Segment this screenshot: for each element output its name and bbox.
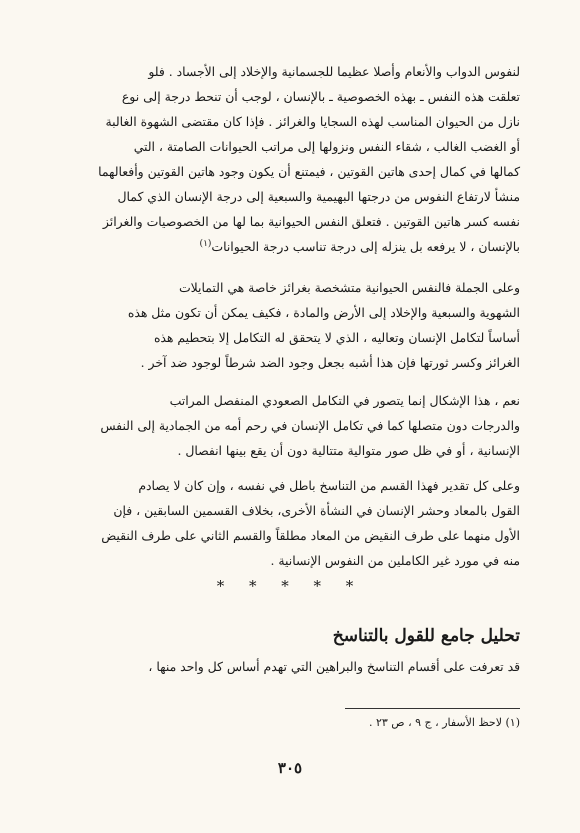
text-line: الإنسانية ، أو في ظل صور متوالية متتالية دون أن يقع بينها انفصال . — [177, 443, 520, 458]
section-paragraph — [55, 654, 520, 679]
text-line: وعلى الجملة فالنفس الحيوانية متشخصة بغرائز خاصة هي التمايلات — [178, 280, 520, 295]
text-line: الغرائز وكسر ثورتها فإن هذا أشبه بجعل وجود الضد شرطاً لوجود ضد آخر . — [140, 355, 520, 370]
footnote-reference: (١) — [199, 238, 212, 249]
text-line: منشأ لارتفاع النفوس من درجتها البهيمية والسبعية إلى درجة الإنسان الذي كمال — [117, 189, 520, 204]
text-line: وعلى كل تقدير فهذا القسم من التناسخ باطل في نفسه ، وإن كان لا يصادم — [138, 478, 520, 493]
paragraph-4 — [55, 473, 520, 573]
footnote: (١) لاحظ الأسفار ، ج ٩ ، ص ٢٣ . — [368, 716, 520, 729]
section-heading: تحليل جامع للقول بالتناسخ — [332, 626, 520, 646]
text-line: القول بالمعاد وحشر الإنسان في النشأة الأخرى، بخلاف القسمين السابقين ، فإن — [113, 503, 520, 518]
text-line: نازل من الحيوان المناسب لهذه السجايا والغرائز . فإذا كان مقتضى الشهوة الغالبة — [105, 114, 520, 129]
text-line: أساساً لتكامل الإنسان وتعاليه ، الذي لا يتحقق له التكامل إلا بتحطيم هذه — [153, 330, 520, 345]
footnote-divider — [345, 708, 520, 709]
text-line-body: بالإنسان ، لا يرفعه بل ينزله إلى درجة تناسب درجة الحيوانات — [211, 239, 520, 254]
text-line: تعلقت هذه النفس ـ بهذه الخصوصية ـ بالإنسان ، لوجب أن تنحط درجة إلى نوع — [121, 89, 520, 104]
text-line: قد تعرفت على أقسام التناسخ والبراهين التي تهدم أساس كل واحد منها ، — [148, 659, 520, 674]
text-line: الأول منهما على طرف النقيض من المعاد مطلقاً والقسم الثاني على طرف النقيض — [101, 528, 520, 543]
text-line: والدرجات دون متصلها كما في تكامل الإنسان في رحم أمه من الجمادية إلى النفس — [100, 418, 520, 433]
paragraph-3 — [55, 388, 520, 463]
page-number: ٣٠٥ — [277, 759, 303, 777]
text-line: منه في مورد غير الكاملين من النفوس الإنسانية . — [270, 553, 520, 568]
paragraph-2 — [55, 275, 520, 375]
text-line: أو الغضب الغالب ، شقاء النفس ونزولها إلى مراتب الحيوانات الصامتة ، التي — [133, 139, 520, 154]
text-line: نفسه كسر هاتين القوتين . فتعلق النفس الحيوانية بما لها من الخصوصيات والغرائز — [102, 214, 520, 229]
text-line: كمالها في كمال إحدى هاتين القوتين ، فيمتنع أن يكون وجود هاتين القوتين وأفعالهما — [98, 164, 520, 179]
paragraph-1 — [55, 59, 520, 259]
text-line-last — [55, 234, 520, 259]
section-separator: * * * * * — [216, 577, 364, 595]
text-line: لنفوس الدواب والأنعام وأصلا عظيما للجسمانية والإخلاد إلى الأجساد . فلو — [148, 64, 520, 79]
text-line: نعم ، هذا الإشكال إنما يتصور في التكامل الصعودي المنفصل المراتب — [169, 393, 520, 408]
text-line: الشهوية والسبعية والإخلاد إلى الأرض والمادة ، فكيف يمكن أن تكون مثل هذه — [127, 305, 520, 320]
